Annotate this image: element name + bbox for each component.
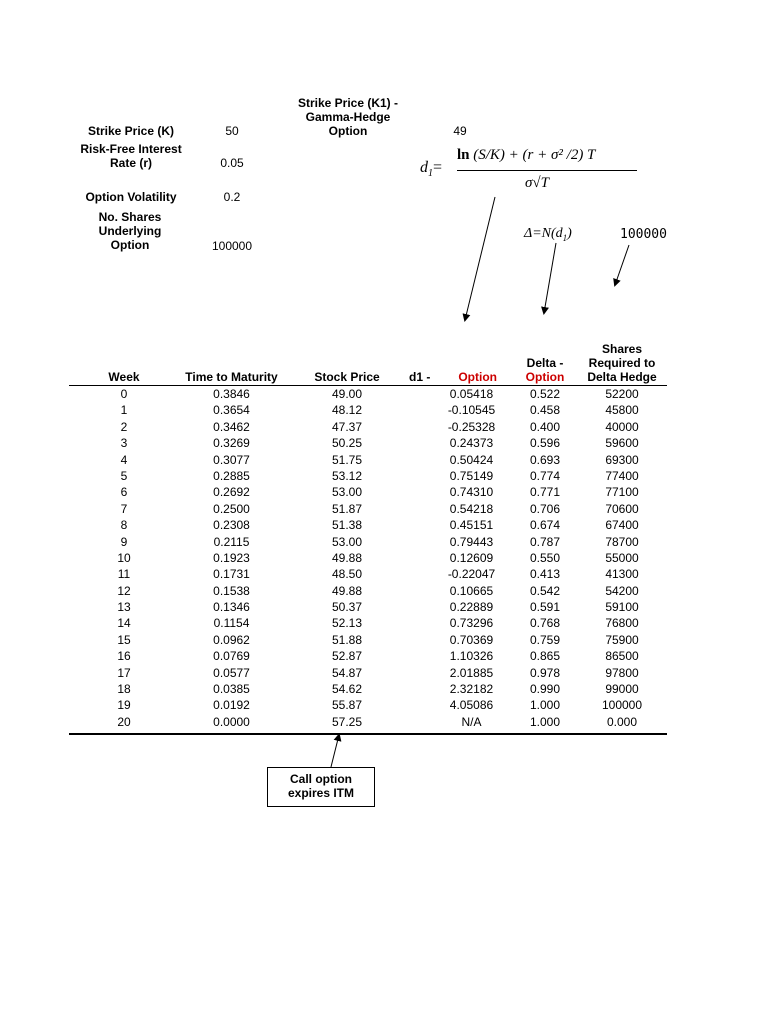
cell-delta: 0.550 [529,550,561,565]
cell-d1: -0.10545 [447,403,496,418]
table-row [69,681,667,697]
cell-time-to-maturity: 0.2885 [213,468,250,483]
cell-d1: 0.05418 [449,387,494,401]
cell-week: 13 [117,600,131,615]
k1-label: Strike Price (K1) - Gamma-Hedge Option [297,96,399,138]
cell-delta: 0.591 [529,600,561,615]
cell-week: 3 [120,436,128,451]
cell-delta: 0.413 [529,567,561,582]
cell-shares-required: 54200 [605,583,639,598]
cell-stock-price: 57.25 [331,714,363,729]
table-row [69,419,667,435]
cell-week: 17 [117,665,131,680]
cell-week: 10 [117,550,131,565]
table-row [69,402,667,418]
cell-week: 14 [117,616,131,631]
cell-shares-required: 78700 [605,534,639,549]
cell-d1: 0.50424 [449,452,494,467]
cell-time-to-maturity: 0.0385 [213,682,250,697]
cell-d1: 2.01885 [449,665,494,680]
cell-shares-required: 45800 [605,403,639,418]
cell-shares-required: 77100 [605,485,639,500]
header-d1-option: Option [458,370,497,384]
cell-stock-price: 52.87 [331,649,363,664]
table-row [69,583,667,599]
cell-delta: 0.542 [529,583,561,598]
itm-callout-text: Call option expires ITM [287,772,355,800]
cell-shares-required: 99000 [605,682,639,697]
itm-callout-box [267,767,375,807]
d1-denominator: σ√T [525,175,549,191]
cell-shares-required: 59600 [605,436,639,451]
volatility-label: Option Volatility [85,190,177,204]
cell-shares-required: 76800 [605,616,639,631]
cell-time-to-maturity: 0.0962 [213,632,250,647]
cell-stock-price: 52.13 [331,616,363,631]
cell-time-to-maturity: 0.1154 [213,616,250,631]
cell-stock-price: 50.37 [331,600,363,615]
cell-time-to-maturity: 0.2692 [213,485,250,500]
table-row [69,386,667,402]
cell-stock-price: 49.88 [331,550,363,565]
cell-time-to-maturity: 0.0000 [213,714,250,729]
cell-time-to-maturity: 0.2308 [213,518,250,533]
rate-label: Risk-Free Interest Rate (r) [80,142,182,170]
cell-time-to-maturity: 0.3077 [213,452,250,467]
cell-delta: 1.000 [529,714,561,729]
cell-d1: 0.45151 [449,518,494,533]
table-row [69,550,667,566]
cell-stock-price: 48.12 [331,403,363,418]
cell-delta: 0.458 [529,403,561,418]
cell-d1: 1.10326 [449,649,494,664]
table-row [69,665,667,681]
cell-time-to-maturity: 0.3654 [213,403,250,418]
table-row [69,452,667,468]
cell-delta: 1.000 [529,698,561,713]
arrow-d1 [465,197,495,320]
cell-week: 9 [120,534,128,549]
table-row [69,714,667,730]
cell-shares-required: 69300 [605,452,639,467]
delta-formula [524,226,572,243]
cell-stock-price: 54.87 [331,665,363,680]
cell-delta: 0.771 [529,485,561,500]
cell-stock-price: 48.50 [331,567,363,582]
delta-subscript: 1 [562,232,568,243]
cell-d1: 4.05086 [449,698,494,713]
table-row [69,435,667,451]
cell-stock-price: 53.12 [331,468,363,483]
cell-stock-price: 49.00 [331,387,363,401]
d1-formula: $d_1=$ ln (S/K) + (r + σ² /2) T σ√T [420,145,640,195]
table-row [69,648,667,664]
table-row [69,468,667,484]
cell-week: 12 [117,583,131,598]
cell-week: 7 [120,501,128,516]
table-row [69,517,667,533]
cell-stock-price: 55.87 [331,698,363,713]
cell-week: 1 [120,403,128,418]
cell-shares-required: 40000 [605,419,639,434]
cell-delta: 0.768 [529,616,561,631]
cell-shares-required: 100000 [601,698,643,713]
cell-stock-price: 51.75 [331,452,363,467]
table-row [69,566,667,582]
ln-symbol: ln [457,147,470,163]
cell-shares-required: 70600 [605,501,639,516]
cell-stock-price: 53.00 [331,534,363,549]
arrow-shares [615,245,629,285]
cell-delta: 0.759 [529,632,561,647]
cell-time-to-maturity: 0.2115 [213,534,250,549]
cell-d1: 0.79443 [449,534,494,549]
cell-shares-required: 52200 [605,387,639,401]
table-header [69,340,667,385]
cell-shares-required: 77400 [605,468,639,483]
arrow-delta [544,243,556,313]
cell-week: 16 [117,649,131,664]
header-shares-required: Shares Required to Delta Hedge [587,342,657,384]
d1-subscript: 1 [428,168,433,180]
cell-d1: 0.12609 [449,550,494,565]
header-delta-option: Option [525,370,565,384]
cell-delta: 0.978 [529,665,561,680]
d1-symbol: d [420,159,428,176]
strike-label: Strike Price (K) [87,124,175,138]
cell-time-to-maturity: 0.1731 [213,567,250,582]
table-row [69,534,667,550]
table-row [69,697,667,713]
cell-delta: 0.787 [529,534,561,549]
cell-d1: 0.75149 [449,468,494,483]
cell-delta: 0.706 [529,501,561,516]
cell-week: 2 [120,419,128,434]
header-stock-price: Stock Price [314,370,380,384]
cell-time-to-maturity: 0.0769 [213,649,250,664]
table-row [69,501,667,517]
cell-d1: 0.54218 [449,501,494,516]
table-bottom-rule [69,733,667,735]
header-d1-prefix: d1 - [409,370,431,384]
cell-delta: 0.596 [529,436,561,451]
cell-delta: 0.774 [529,468,561,483]
delta-close: ) [567,226,572,241]
cell-shares-required: 97800 [605,665,639,680]
cell-stock-price: 47.37 [331,419,363,434]
cell-delta: 0.674 [529,518,561,533]
cell-d1: 0.22889 [449,600,494,615]
cell-shares-required: 41300 [605,567,639,582]
delta-text: Δ=N(d [524,226,563,241]
header-week: Week [108,370,140,384]
cell-delta: 0.400 [529,419,561,434]
cell-week: 8 [120,518,128,533]
cell-week: 19 [117,698,131,713]
d1-numerator: (S/K) + (r + σ² /2) T [473,147,596,163]
cell-week: 15 [117,632,131,647]
shares-underlying-label: No. Shares Underlying Option [98,210,162,252]
cell-d1: 0.74310 [449,485,494,500]
k1-value: 49 [453,124,467,138]
cell-week: 5 [120,468,128,483]
cell-week: 0 [120,387,128,401]
cell-stock-price: 49.88 [331,583,363,598]
cell-d1: 0.24373 [449,436,494,451]
cell-d1: 0.73296 [449,616,494,631]
cell-week: 11 [117,567,131,582]
header-delta-prefix: Delta - [526,356,564,370]
table-row [69,484,667,500]
table-row [69,632,667,648]
cell-time-to-maturity: 0.2500 [213,501,250,516]
cell-time-to-maturity: 0.3462 [213,419,250,434]
rate-value: 0.05 [220,156,244,170]
cell-stock-price: 51.88 [331,632,363,647]
cell-shares-required: 75900 [605,632,639,647]
cell-time-to-maturity: 0.1538 [213,583,250,598]
cell-stock-price: 51.87 [331,501,363,516]
cell-delta: 0.990 [529,682,561,697]
header-delta [519,356,571,384]
cell-shares-required: 67400 [605,518,639,533]
cell-time-to-maturity: 0.3269 [213,436,250,451]
shares-underlying-value: 100000 [211,239,253,253]
cell-d1: 2.32182 [449,682,494,697]
cell-shares-required: 86500 [605,649,639,664]
cell-shares-required: 59100 [605,600,639,615]
table-row [69,599,667,615]
cell-stock-price: 51.38 [331,518,363,533]
cell-shares-required: 0.000 [606,714,638,729]
arrow-callout [331,735,339,767]
cell-d1: -0.25328 [447,419,496,434]
cell-shares-required: 55000 [605,550,639,565]
cell-stock-price: 54.62 [331,682,363,697]
cell-delta: 0.522 [529,387,561,401]
cell-time-to-maturity: 0.0577 [213,665,250,680]
fraction-bar [457,170,637,171]
header-time-to-maturity: Time to Maturity [185,370,278,384]
cell-delta: 0.693 [529,452,561,467]
cell-stock-price: 53.00 [331,485,363,500]
table-body [69,386,667,730]
cell-stock-price: 50.25 [331,436,363,451]
cell-week: 18 [117,682,131,697]
cell-delta: 0.865 [529,649,561,664]
shares-annotation: 100000 [620,227,667,242]
strike-value: 50 [225,124,239,138]
cell-time-to-maturity: 0.1923 [213,550,250,565]
cell-week: 6 [120,485,128,500]
table-row [69,615,667,631]
cell-d1: N/A [461,714,482,729]
cell-time-to-maturity: 0.1346 [213,600,250,615]
cell-week: 4 [120,452,128,467]
cell-d1: 0.10665 [449,583,494,598]
cell-d1: -0.22047 [447,567,496,582]
cell-time-to-maturity: 0.0192 [213,698,250,713]
cell-time-to-maturity: 0.3846 [213,387,250,401]
cell-d1: 0.70369 [449,632,494,647]
header-d1 [409,370,514,384]
volatility-value: 0.2 [223,190,241,204]
cell-week: 20 [117,714,131,729]
